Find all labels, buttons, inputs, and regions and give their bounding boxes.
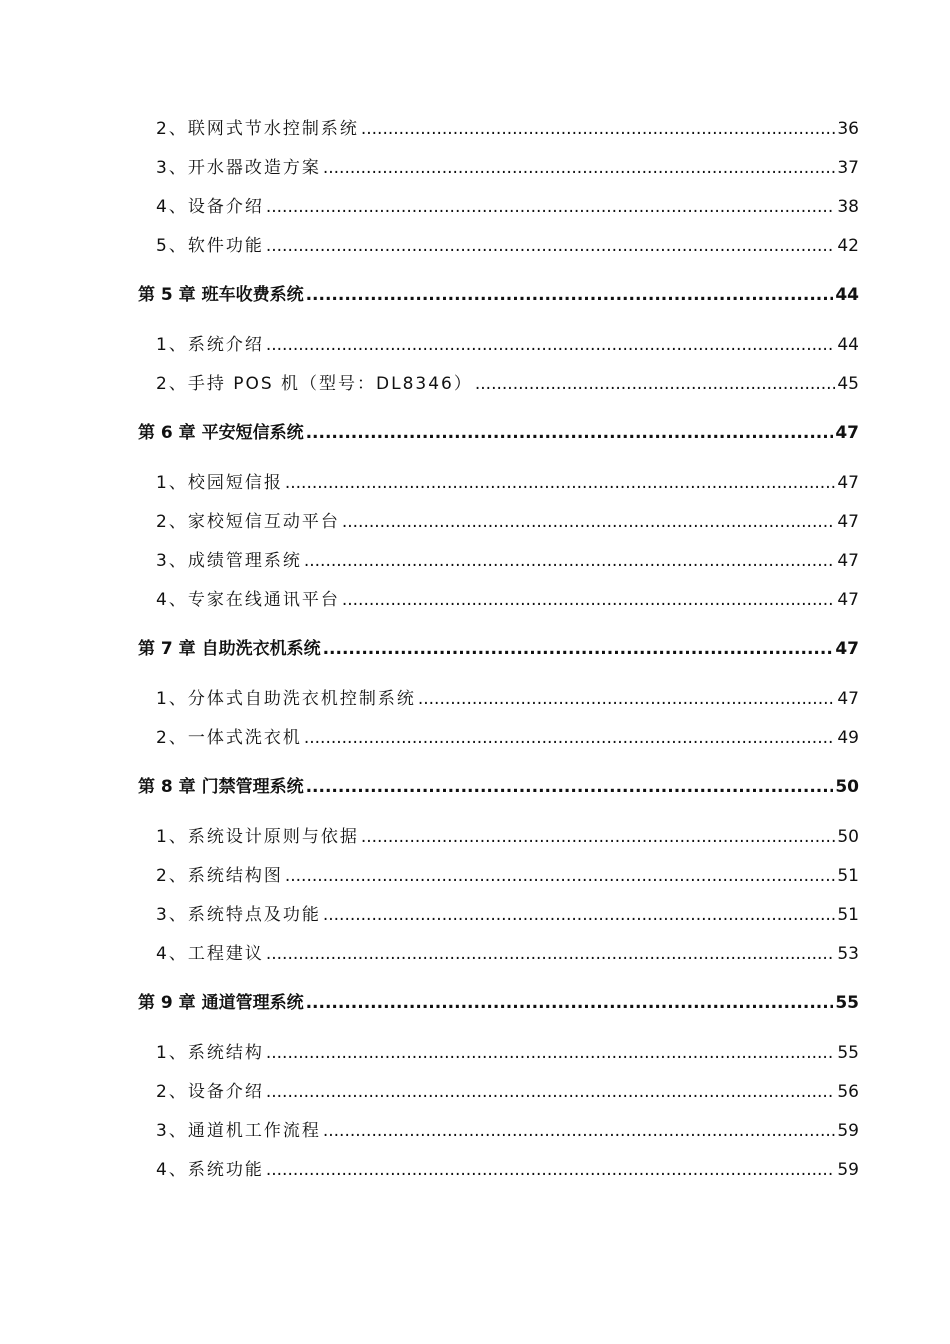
toc-entry-title: 1、系统介绍 <box>156 335 264 355</box>
toc-page-number: 49 <box>837 728 859 748</box>
toc-page-number: 50 <box>835 777 859 797</box>
toc-page-number: 45 <box>837 374 859 394</box>
toc-section-entry[interactable] <box>156 330 859 356</box>
toc-dot-leader <box>306 422 834 444</box>
toc-section-entry[interactable] <box>156 939 859 965</box>
toc-page-number: 42 <box>837 236 859 256</box>
toc-entry-title: 5、软件功能 <box>156 236 264 256</box>
toc-dot-leader <box>306 776 834 798</box>
toc-section-entry[interactable] <box>156 822 859 848</box>
toc-page-number: 38 <box>837 197 859 217</box>
toc-entry-title: 第 5 章 班车收费系统 <box>138 285 304 305</box>
toc-dot-leader <box>266 1081 836 1103</box>
toc-page-number: 47 <box>837 473 859 493</box>
toc-dot-leader <box>266 943 836 965</box>
toc-dot-leader <box>266 1042 836 1064</box>
toc-dot-leader <box>266 235 836 257</box>
toc-section-entry[interactable] <box>156 585 859 611</box>
toc-dot-leader <box>323 157 836 179</box>
toc-entry-title: 1、系统结构 <box>156 1043 264 1063</box>
toc-section-entry[interactable] <box>156 231 859 257</box>
toc-page-number: 51 <box>837 905 859 925</box>
toc-page-number: 47 <box>837 512 859 532</box>
toc-dot-leader <box>306 992 834 1014</box>
toc-entry-title: 4、专家在线通讯平台 <box>156 590 340 610</box>
toc-entry-title: 3、通道机工作流程 <box>156 1121 321 1141</box>
toc-entry-title: 4、设备介绍 <box>156 197 264 217</box>
toc-section-entry[interactable] <box>156 684 859 710</box>
toc-page-number: 47 <box>837 551 859 571</box>
toc-page-number: 53 <box>837 944 859 964</box>
toc-page-number: 56 <box>837 1082 859 1102</box>
toc-page-number: 59 <box>837 1160 859 1180</box>
toc-entry-title: 第 6 章 平安短信系统 <box>138 423 304 443</box>
toc-dot-leader <box>266 1159 836 1181</box>
toc-dot-leader <box>342 589 836 611</box>
toc-entry-title: 2、系统结构图 <box>156 866 283 886</box>
toc-chapter-entry[interactable] <box>138 772 859 798</box>
toc-entry-title: 3、成绩管理系统 <box>156 551 302 571</box>
toc-dot-leader <box>475 373 835 395</box>
toc-dot-leader <box>285 472 836 494</box>
toc-dot-leader <box>266 334 836 356</box>
toc-dot-leader <box>361 118 836 140</box>
toc-chapter-entry[interactable] <box>138 634 859 660</box>
toc-dot-leader <box>418 688 836 710</box>
toc-entry-title: 2、设备介绍 <box>156 1082 264 1102</box>
toc-page-number: 44 <box>835 285 859 305</box>
toc-entry-title: 2、手持 POS 机（型号：DL8346） <box>156 374 473 394</box>
toc-entry-title: 2、联网式节水控制系统 <box>156 119 359 139</box>
toc-dot-leader <box>323 904 836 926</box>
toc-page-number: 55 <box>837 1043 859 1063</box>
toc-section-entry[interactable] <box>156 900 859 926</box>
toc-dot-leader <box>304 727 836 749</box>
toc-section-entry[interactable] <box>156 468 859 494</box>
toc-page-number: 36 <box>837 119 859 139</box>
toc-page-number: 50 <box>837 827 859 847</box>
toc-section-entry[interactable] <box>156 1155 859 1181</box>
toc-entry-title: 第 8 章 门禁管理系统 <box>138 777 304 797</box>
toc-page-number: 47 <box>835 639 859 659</box>
toc-page-number: 47 <box>837 689 859 709</box>
toc-section-entry[interactable] <box>156 153 859 179</box>
toc-entry-title: 第 7 章 自助洗衣机系统 <box>138 639 321 659</box>
toc-dot-leader <box>266 196 836 218</box>
toc-entry-title: 1、校园短信报 <box>156 473 283 493</box>
toc-page-number: 47 <box>837 590 859 610</box>
toc-page-number: 55 <box>835 993 859 1013</box>
toc-page-number: 44 <box>837 335 859 355</box>
toc-entry-title: 4、系统功能 <box>156 1160 264 1180</box>
toc-section-entry[interactable] <box>156 1077 859 1103</box>
toc-dot-leader <box>323 1120 836 1142</box>
toc-section-entry[interactable] <box>156 546 859 572</box>
toc-section-entry[interactable] <box>156 369 859 395</box>
toc-section-entry[interactable] <box>156 1116 859 1142</box>
toc-entry-title: 3、系统特点及功能 <box>156 905 321 925</box>
toc-dot-leader <box>306 284 834 306</box>
toc-dot-leader <box>285 865 836 887</box>
toc-dot-leader <box>342 511 836 533</box>
toc-chapter-entry[interactable] <box>138 988 859 1014</box>
toc-page-number: 47 <box>835 423 859 443</box>
toc-section-entry[interactable] <box>156 723 859 749</box>
toc-entry-title: 3、开水器改造方案 <box>156 158 321 178</box>
toc-entry-title: 1、系统设计原则与依据 <box>156 827 359 847</box>
toc-section-entry[interactable] <box>156 507 859 533</box>
toc-section-entry[interactable] <box>156 861 859 887</box>
toc-entry-title: 2、一体式洗衣机 <box>156 728 302 748</box>
toc-section-entry[interactable] <box>156 1038 859 1064</box>
toc-entry-title: 1、分体式自助洗衣机控制系统 <box>156 689 416 709</box>
toc-chapter-entry[interactable] <box>138 280 859 306</box>
toc-dot-leader <box>323 638 834 660</box>
toc-entry-title: 第 9 章 通道管理系统 <box>138 993 304 1013</box>
toc-section-entry[interactable] <box>156 114 859 140</box>
toc-page-number: 59 <box>837 1121 859 1141</box>
toc-chapter-entry[interactable] <box>138 418 859 444</box>
toc-dot-leader <box>361 826 836 848</box>
toc-entry-title: 4、工程建议 <box>156 944 264 964</box>
toc-section-entry[interactable] <box>156 192 859 218</box>
toc-page-number: 37 <box>837 158 859 178</box>
toc-page-number: 51 <box>837 866 859 886</box>
toc-dot-leader <box>304 550 836 572</box>
toc-entry-title: 2、家校短信互动平台 <box>156 512 340 532</box>
